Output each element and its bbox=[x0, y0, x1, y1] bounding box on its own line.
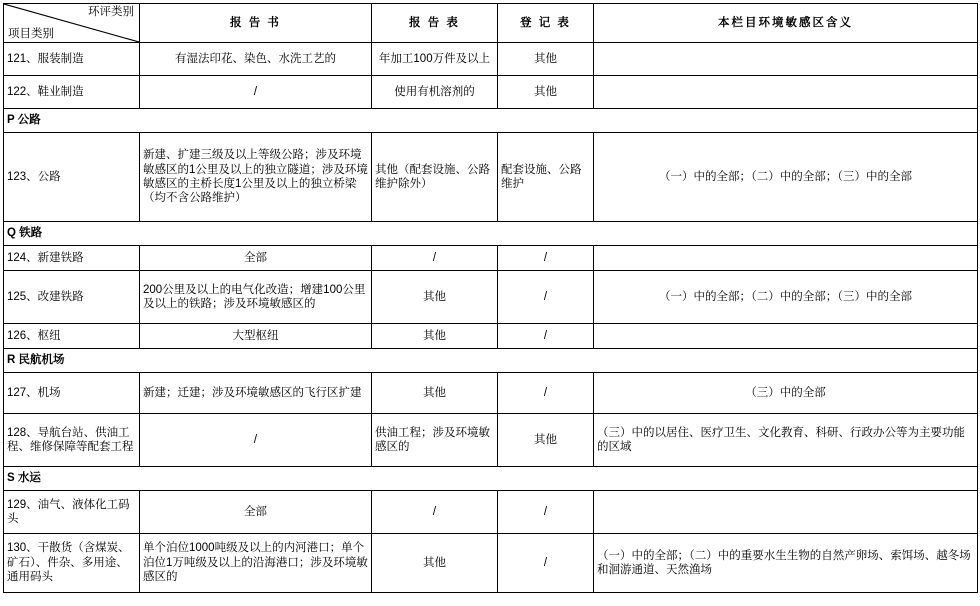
row-report-book: 全部 bbox=[140, 246, 372, 271]
row-report-form: 供油工程；涉及环境敏感区的 bbox=[372, 414, 498, 467]
row-report-book: / bbox=[140, 76, 372, 109]
row-sensitive bbox=[594, 491, 978, 534]
table-row bbox=[4, 76, 978, 109]
row-index: 124、新建铁路 bbox=[4, 246, 140, 271]
row-report-form: 年加工100万件及以上 bbox=[372, 43, 498, 76]
row-report-form: 使用有机溶剂的 bbox=[372, 76, 498, 109]
header-report-form: 报 告 表 bbox=[372, 4, 498, 43]
row-index: 121、服装制造 bbox=[4, 43, 140, 76]
row-sensitive: （三）中的全部 bbox=[594, 373, 978, 414]
row-registration: / bbox=[498, 491, 594, 534]
row-index: 128、导航台站、供油工程、维修保障等配套工程 bbox=[4, 414, 140, 467]
row-report-form: 其他 bbox=[372, 271, 498, 324]
row-report-book: 新建、扩建三级及以上等级公路；涉及环境敏感区的1公里及以上的独立隧道；涉及环境敏感区的主桥长度1公里及以上的独立桥梁（均不含公路维护） bbox=[140, 133, 372, 222]
table-row bbox=[4, 271, 978, 324]
row-report-book: 大型枢纽 bbox=[140, 324, 372, 349]
header-corner-bottom-label: 项目类别 bbox=[8, 27, 54, 40]
row-sensitive bbox=[594, 43, 978, 76]
row-report-form: 其他（配套设施、公路维护除外） bbox=[372, 133, 498, 222]
table-row bbox=[4, 246, 978, 271]
row-report-form: 其他 bbox=[372, 534, 498, 593]
row-registration: / bbox=[498, 534, 594, 593]
category-label: P 公路 bbox=[4, 109, 978, 133]
header-row bbox=[4, 4, 978, 43]
table-header bbox=[4, 4, 978, 43]
category-row bbox=[4, 222, 978, 246]
row-report-form: / bbox=[372, 491, 498, 534]
header-corner-cell bbox=[4, 4, 140, 43]
row-report-book: 有湿法印花、染色、水洗工艺的 bbox=[140, 43, 372, 76]
row-report-book: 单个泊位1000吨级及以上的内河港口；单个泊位1万吨级及以上的沿海港口；涉及环境敏感区的 bbox=[140, 534, 372, 593]
category-row bbox=[4, 467, 978, 491]
row-report-form: / bbox=[372, 246, 498, 271]
category-row bbox=[4, 109, 978, 133]
table-row bbox=[4, 534, 978, 593]
eia-category-table bbox=[3, 3, 978, 593]
row-registration: / bbox=[498, 246, 594, 271]
header-report-book: 报 告 书 bbox=[140, 4, 372, 43]
row-sensitive bbox=[594, 324, 978, 349]
category-label: R 民航机场 bbox=[4, 349, 978, 373]
row-registration: / bbox=[498, 324, 594, 349]
row-sensitive: （一）中的全部；（二）中的全部；（三）中的全部 bbox=[594, 133, 978, 222]
row-report-book: 全部 bbox=[140, 491, 372, 534]
header-registration-form: 登 记 表 bbox=[498, 4, 594, 43]
table-row bbox=[4, 324, 978, 349]
row-registration: 其他 bbox=[498, 414, 594, 467]
row-sensitive bbox=[594, 76, 978, 109]
row-sensitive: （一）中的全部；（二）中的重要水生生物的自然产卵场、索饵场、越冬场和洄游通道、天然渔场 bbox=[594, 534, 978, 593]
row-sensitive: （三）中的以居住、医疗卫生、文化教育、科研、行政办公等为主要功能的区域 bbox=[594, 414, 978, 467]
table-row bbox=[4, 491, 978, 534]
row-sensitive bbox=[594, 246, 978, 271]
category-label: S 水运 bbox=[4, 467, 978, 491]
table-row bbox=[4, 373, 978, 414]
row-registration: 其他 bbox=[498, 76, 594, 109]
row-report-book: / bbox=[140, 414, 372, 467]
table-row bbox=[4, 133, 978, 222]
row-registration: 其他 bbox=[498, 43, 594, 76]
table-row bbox=[4, 414, 978, 467]
row-index: 129、油气、液体化工码头 bbox=[4, 491, 140, 534]
row-index: 127、机场 bbox=[4, 373, 140, 414]
row-index: 130、干散货（含煤炭、矿石）、件杂、多用途、通用码头 bbox=[4, 534, 140, 593]
row-index: 126、枢纽 bbox=[4, 324, 140, 349]
category-row bbox=[4, 349, 978, 373]
row-sensitive: （一）中的全部；（二）中的全部；（三）中的全部 bbox=[594, 271, 978, 324]
table-body bbox=[4, 43, 978, 593]
header-sensitive-area: 本栏目环境敏感区含义 bbox=[594, 4, 978, 43]
row-report-form: 其他 bbox=[372, 373, 498, 414]
row-registration: / bbox=[498, 373, 594, 414]
document-page bbox=[0, 3, 980, 606]
header-corner-top-label: 环评类别 bbox=[88, 6, 134, 18]
row-report-book: 200公里及以上的电气化改造；增建100公里及以上的铁路；涉及环境敏感区的 bbox=[140, 271, 372, 324]
table-row bbox=[4, 43, 978, 76]
row-index: 125、改建铁路 bbox=[4, 271, 140, 324]
category-label: Q 铁路 bbox=[4, 222, 978, 246]
row-index: 123、公路 bbox=[4, 133, 140, 222]
row-report-book: 新建；迁建；涉及环境敏感区的飞行区扩建 bbox=[140, 373, 372, 414]
row-index: 122、鞋业制造 bbox=[4, 76, 140, 109]
row-registration: 配套设施、公路维护 bbox=[498, 133, 594, 222]
row-registration: / bbox=[498, 271, 594, 324]
row-report-form: 其他 bbox=[372, 324, 498, 349]
